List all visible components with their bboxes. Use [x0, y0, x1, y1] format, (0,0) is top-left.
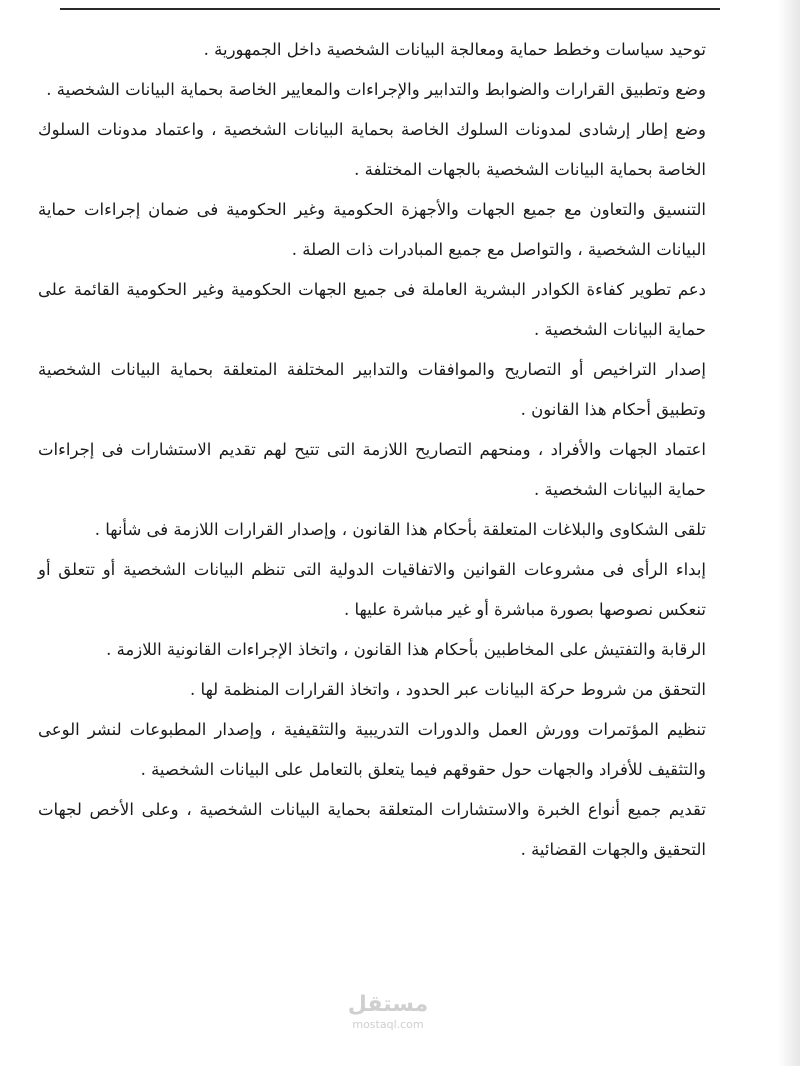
- mostaql-watermark: [338, 992, 438, 1032]
- page-edge-shadow: [778, 0, 800, 1066]
- document-body: [38, 30, 706, 870]
- watermark-latin: mostaql.com: [352, 1018, 424, 1031]
- paragraph-10: الرقابة والتفتيش على المخاطبين بأحكام هذا القانون ، واتخاذ الإجراءات القانونية اللازمة .: [106, 640, 706, 659]
- paragraph-5: دعم تطوير كفاءة الكوادر البشرية العاملة فى جميع الجهات الحكومية وغير الحكومية القائمة على حماية البيانات الشخصية .: [38, 280, 706, 339]
- paragraph-9: إبداء الرأى فى مشروعات القوانين والاتفاقيات الدولية التى تنظم البيانات الشخصية أو تتعلق أو تنعكس نصوصها بصورة مباشرة أو غير مباشرة عليها .: [38, 560, 706, 619]
- paragraph-13: تقديم جميع أنواع الخبرة والاستشارات المتعلقة بحماية البيانات الشخصية ، وعلى الأخص لجهات التحقيق والجهات القضائية .: [38, 800, 706, 859]
- paragraph-2: وضع وتطبيق القرارات والضوابط والتدابير والإجراءات والمعايير الخاصة بحماية البيانات الشخصية .: [46, 80, 706, 99]
- watermark-arabic: مستقل: [347, 992, 429, 1017]
- paragraph-7: اعتماد الجهات والأفراد ، ومنحهم التصاريح اللازمة التى تتيح لهم تقديم الاستشارات فى إجراءات حماية البيانات الشخصية .: [38, 440, 706, 499]
- paragraph-1: توحيد سياسات وخطط حماية ومعالجة البيانات الشخصية داخل الجمهورية .: [203, 40, 706, 59]
- paragraph-12: تنظيم المؤتمرات وورش العمل والدورات التدريبية والتثقيفية ، وإصدار المطبوعات لنشر الوعى والتثقيف للأفراد والجهات حول حقوقهم فيما يتعلق بالتعامل على البيانات الشخصية .: [38, 720, 706, 779]
- paragraph-4: التنسيق والتعاون مع جميع الجهات والأجهزة الحكومية وغير الحكومية فى ضمان إجراءات حماية البيانات الشخصية ، والتواصل مع جميع المبادرات ذات الصلة .: [38, 200, 706, 259]
- top-rule: [60, 8, 720, 10]
- paragraph-11: التحقق من شروط حركة البيانات عبر الحدود ، واتخاذ القرارات المنظمة لها .: [190, 680, 706, 699]
- paragraph-3: وضع إطار إرشادى لمدونات السلوك الخاصة بحماية البيانات الشخصية ، واعتماد مدونات السلوك الخاصة بحماية البيانات الشخصية بالجهات المختلفة .: [38, 120, 706, 179]
- paragraph-8: تلقى الشكاوى والبلاغات المتعلقة بأحكام هذا القانون ، وإصدار القرارات اللازمة فى شأنها .: [94, 520, 706, 539]
- paragraph-6: إصدار التراخيص أو التصاريح والموافقات والتدابير المختلفة المتعلقة بحماية البيانات الشخصية وتطبيق أحكام هذا القانون .: [38, 360, 706, 419]
